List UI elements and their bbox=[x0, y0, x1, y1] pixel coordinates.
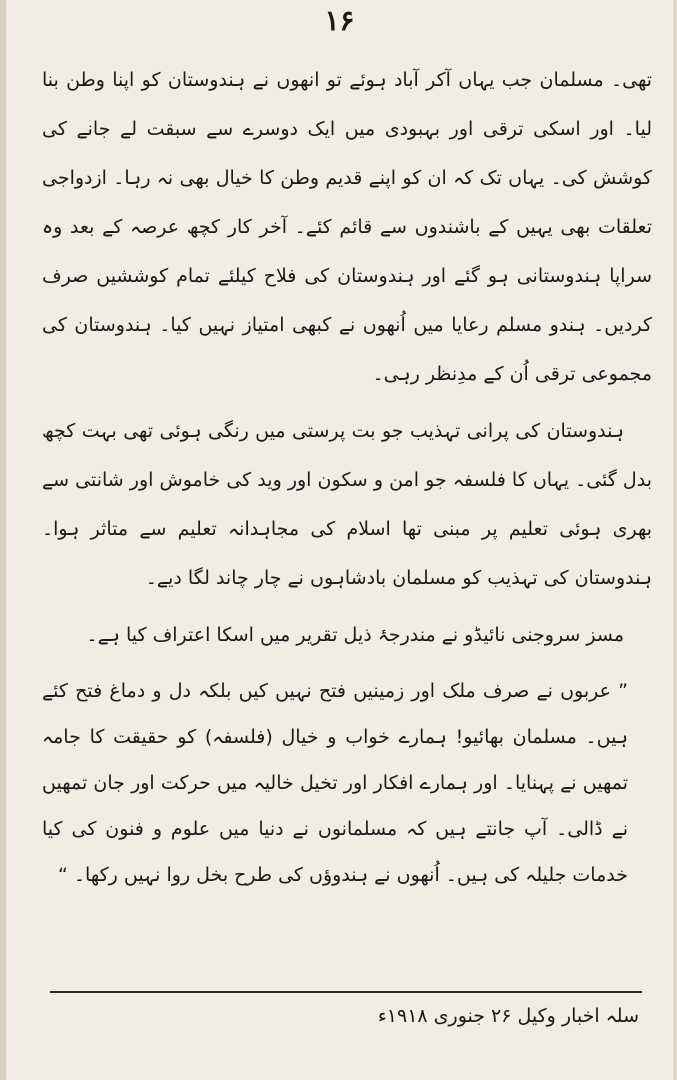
page-number: ۱۶ bbox=[324, 4, 355, 37]
paragraph-2: ہندوستان کی پرانی تہذیب جو بت پرستی میں رنگی ہوئی تھی بہت کچھ بدل گئی۔ یہاں کا فلسفہ جو امن و سکون اور وید کی خاموش اور شانتی سے بھری ہوئی تعلیم پر مبنی تھا اسلام کی مجاہدانہ تعلیم سے متاثر ہوا۔ ہندوستان کی تہذیب کو مسلمان بادشاہوں نے چار چاند لگا دیے۔ bbox=[42, 420, 652, 589]
paragraph-3: مسز سروجنی نائیڈو نے مندرجۂ ذیل تقریر میں اسکا اعتراف کیا ہے۔ bbox=[86, 624, 624, 646]
quotation: ” عربوں نے صرف ملک اور زمینیں فتح نہیں کیں بلکہ دل و دماغ فتح کئے ہیں۔ مسلمان بھائیو! ہمارے خواب و خیال (فلسفہ) کو حقیقت کا جامہ تمھیں نے پہنایا۔ اور ہمارے افکار اور تخیل خالیہ میں حرکت اور جان تمھیں نے ڈالی۔ آپ جانتے ہیں کہ مسلمانوں نے دنیا میں علوم و فنون کی کیا خدمات جلیلہ کی ہیں۔ اُنھوں نے ہندوؤں کی طرح بخل روا نہیں رکھا۔ “ bbox=[42, 680, 628, 886]
footnote: سلہ اخبار وکیل ۲۶ جنوری ۱۹۱۸ء bbox=[377, 1005, 639, 1027]
page-body bbox=[42, 56, 652, 976]
paragraph-1: تھی۔ مسلمان جب یہاں آکر آباد ہوئے تو انھوں نے ہندوستان کو اپنا وطن بنا لیا۔ اور اسکی ترقی اور بہبودی میں ایک دوسرے سے سبقت لے جانے کی کوشش کی۔ یہاں تک کہ ان کو اپنے قدیم وطن کا خیال بھی نہ رہا۔ ازدواجی تعلقات بھی یہیں کے باشندوں سے قائم کئے۔ آخر کار کچھ عرصہ کے بعد وہ سراپا ہندوستانی ہو گئے اور ہندوستان کی فلاح کیلئے تمام کوششیں صرف کردیں۔ ہندو مسلم رعایا میں اُنھوں نے کبھی امتیاز نہیں کیا۔ ہندوستان کی مجموعی ترقی اُن کے مدِنظر رہی۔ bbox=[42, 69, 652, 385]
footnote-divider bbox=[50, 991, 642, 993]
